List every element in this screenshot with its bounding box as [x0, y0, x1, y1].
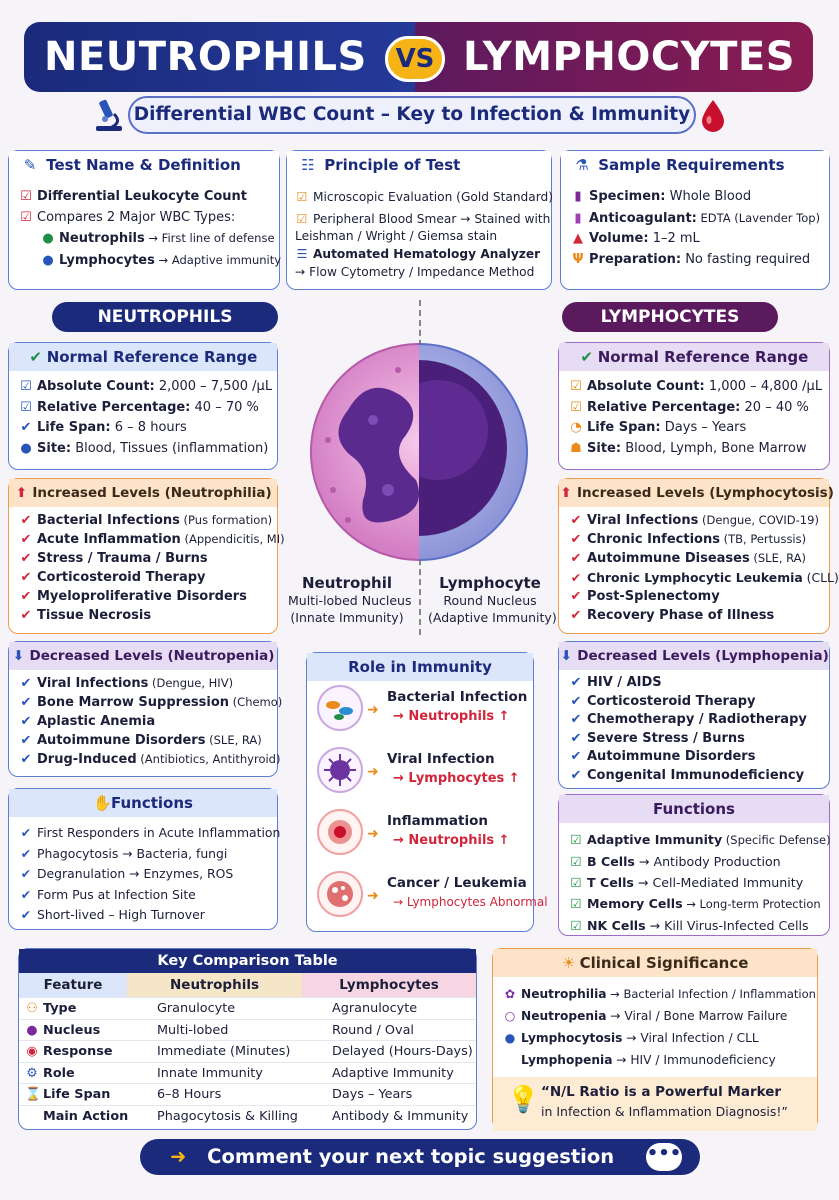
list-item: ✔ Bone Marrow Suppression (Chemo) [20, 695, 283, 710]
list-item: ☑ Relative Percentage: 40 – 70 % [20, 399, 259, 415]
neutrophil-functions-card: ✋Functions ✔ First Responders in Acute Inflammation ✔ Phagocytosis → Bacteria, fungi ✔ Degranulation → Enzymes, ROS ✔ Form Pus at Infection Site ✔ Short-lived – High Turnover [8, 788, 278, 930]
list-item: ☰ Automated Hematology Analyzer [296, 246, 541, 261]
list-item: ◔ Life Span: Days – Years [570, 420, 747, 435]
list-item: ✔ Recovery Phase of Illness [570, 608, 775, 623]
lightbulb-icon: ☀ [561, 954, 576, 972]
virus-icon [317, 747, 363, 793]
list-item: ✔ First Responders in Acute Inflammation [20, 825, 281, 840]
list-item: ● Neutrophils → First line of defense [19, 228, 269, 250]
role-item-bacterial: ➜ Bacterial Infection → Neutrophils ↑ [317, 685, 537, 735]
list-item: ☑ Differential Leukocyte Count [19, 187, 269, 208]
list-item: ● Lymphocytosis → Viral Infection / CLL [503, 1027, 809, 1049]
chat-bubble-icon: ••• [646, 1143, 682, 1171]
list-item: ✔ Severe Stress / Burns [570, 730, 745, 746]
list-item: ✔ Autoimmune Diseases (SLE, RA) [570, 551, 807, 566]
subtitle: Differential WBC Count – Key to Infection & Immunity [128, 96, 696, 134]
cancer-cell-icon [317, 871, 363, 917]
list-item: ✔ Myeloproliferative Disorders [20, 589, 247, 604]
list-item: ✔ Drug-Induced (Antibiotics, Antithyroid) [20, 752, 281, 767]
check-circle-icon: ● [42, 252, 54, 268]
checklist-icon: ☷ [301, 156, 315, 174]
cell-illustration [288, 340, 550, 565]
list-item: ✔ Tissue Necrosis [20, 608, 152, 623]
list-item: ✔ Autoimmune Disorders (SLE, RA) [20, 733, 262, 748]
list-item: ▮ Anticoagulant: EDTA (Lavender Top) [571, 208, 819, 230]
check-icon: ☑ [20, 209, 32, 225]
list-item: ✔ Viral Infections (Dengue, COVID-19) [570, 513, 819, 528]
inflammation-icon [317, 809, 363, 855]
bacteria-icon [317, 685, 363, 731]
lymphocyte-range-card: ✔ Normal Reference Range ☑ Absolute Count: 1,000 – 4,800 /µL ☑ Relative Percentage: 20 – 40 % ◔ Life Span: Days – Years ☗ Site: Blood, Lymph, Bone Marrow [558, 342, 830, 470]
list-item: ☑ NK Cells → Kill Virus-Infected Cells [570, 918, 809, 933]
list-item: → Flow Cytometry / Impedance Method [295, 264, 535, 279]
list-item: ✔ Corticosteroid Therapy [570, 693, 756, 709]
list-item: ☑ Adaptive Immunity (Specific Defense) [570, 832, 831, 847]
table-row: ◉ Response Immediate (Minutes) Delayed (Hours-Days) [19, 1040, 476, 1062]
list-item: ✔ HIV / AIDS [570, 675, 662, 690]
role-item-inflammation: ➜ Inflammation → Neutrophils ↑ [317, 809, 537, 859]
title-neutrophils: NEUTROPHILS [44, 34, 367, 80]
list-item: ☑ B Cells → Antibody Production [570, 854, 781, 869]
list-item: ✔ Post-Splenectomy [570, 589, 720, 604]
list-item: ✔ Form Pus at Infection Site [20, 886, 196, 902]
clipboard-icon: ✎ [23, 156, 37, 174]
arrow-down-icon: ⬇ [560, 648, 572, 664]
list-item: ✔ Corticosteroid Therapy [20, 570, 206, 585]
title-lymphocytes: LYMPHOCYTES [463, 34, 796, 80]
role-item-cancer: ➜ Cancer / Leukemia → Lymphocytes Abnormal [317, 871, 537, 921]
role-item-viral: ➜ Viral Infection → Lymphocytes ↑ [317, 747, 537, 797]
test-tube-icon: ▮ [574, 189, 582, 204]
lightbulb-icon: 💡 [507, 1085, 540, 1115]
list-item: ☑ Compares 2 Major WBC Types: [19, 208, 269, 229]
test-tube-rack-icon: ⚗ [575, 156, 589, 174]
list-item: ✔ Stress / Trauma / Burns [20, 551, 208, 566]
list-item: ✔ Viral Infections (Dengue, HIV) [20, 676, 234, 691]
list-item: ☑ Absolute Count: 2,000 – 7,500 /µL [20, 379, 273, 394]
comment-banner [140, 1139, 700, 1175]
lymphocytes-pill: LYMPHOCYTES [562, 302, 778, 332]
check-circle-icon: ✔ [29, 348, 42, 366]
title-banner-left [24, 22, 422, 92]
lymphocyte-label: Lymphocyte Round Nucleus (Adaptive Immunity) [428, 574, 557, 625]
list-item: ● Site: Blood, Tissues (inflammation) [20, 440, 269, 456]
vs-badge: VS [385, 36, 445, 82]
table-row: ⌛ Life Span 6–8 Hours Days – Years [19, 1083, 476, 1105]
test-name-heading: Test Name & Definition [46, 156, 241, 174]
blood-drop-icon [700, 98, 726, 134]
list-item: ✔ Aplastic Anemia [20, 714, 156, 729]
title-banner-right [415, 22, 813, 92]
lymphocyte-icon: ● [504, 1031, 516, 1045]
comparison-table [18, 948, 477, 1130]
list-item: ✔ Congenital Immunodeficiency [570, 767, 805, 783]
list-item: ✔ Chronic Infections (TB, Pertussis) [570, 532, 807, 547]
test-name-card [8, 150, 280, 290]
table-row: ⚇ Type Granulocyte Agranulocyte [19, 997, 476, 1019]
lymphocyte-functions-card: Functions ☑ Adaptive Immunity (Specific Defense) ☑ B Cells → Antibody Production ☑ T Cells → Cell-Mediated Immunity ☑ Memory Cells → Long-term Protection ☑ NK Cells → Kill Virus-Infected Cells [558, 794, 830, 936]
comparison-heading: Key Comparison Table [19, 949, 476, 973]
check-circle-icon: ● [42, 231, 54, 246]
microscope-icon [88, 96, 128, 136]
list-item: ✿ Neutrophilia → Bacterial Infection / Inflammation [503, 983, 809, 1005]
list-item: Lymphopenia → HIV / Immunodeficiency [521, 1053, 776, 1067]
list-item: ✔ Bacterial Infections (Pus formation) [20, 513, 273, 528]
comment-text: Comment your next topic suggestion [207, 1145, 615, 1168]
arrow-down-icon: ⬇ [12, 648, 25, 664]
list-item: ● Lymphocytes → Adaptive immunity [19, 250, 269, 272]
list-item: ✔ Phagocytosis → Bacteria, fungi [20, 845, 228, 861]
list-item: ✔ Autoimmune Disorders [570, 749, 756, 764]
neutropenia-card: ⬇ Decreased Levels (Neutropenia) ✔ Viral Infections (Dengue, HIV) ✔ Bone Marrow Suppression (Chemo) ✔ Aplastic Anemia ✔ Autoimmune Disorders (SLE, RA) ✔ Drug-Induced (Antibiotics, Antithyroid) [8, 641, 278, 777]
clinical-card: ☀ Clinical Significance ✿ Neutrophilia → Bacterial Infection / Inflammation ○ Neutropenia → Viral / Bone Marrow Failure ● Lymphocytosis → Viral Infection / CLL Lymphopenia → HIV / Immunodeficiency 💡 “N/L Ratio is a Powerful Marker in Infection & Inflammation Diagnosis!” [492, 948, 818, 1130]
sample-heading: Sample Requirements [598, 156, 785, 174]
role-card [306, 652, 548, 932]
list-item: ☑ Microscopic Evaluation (Gold Standard) [296, 190, 554, 204]
list-item: ✔ Chemotherapy / Radiotherapy [570, 712, 807, 727]
sample-card [560, 150, 830, 290]
arrow-right-icon: ➜ [170, 1145, 187, 1168]
arrow-up-icon: ⬆ [560, 485, 572, 501]
list-item: ☑ Absolute Count: 1,000 – 4,800 /µL [570, 379, 823, 394]
neutrophils-pill: NEUTROPHILS [52, 302, 278, 332]
list-item: ○ Neutropenia → Viral / Bone Marrow Failure [504, 1009, 788, 1023]
flask-icon: ▲ [573, 231, 583, 246]
list-item: ▮ Specimen: Whole Blood [571, 187, 819, 208]
list-item: ✔ Acute Inflammation (Appendicitis, MI) [20, 532, 285, 547]
table-row: ⚙ Role Innate Immunity Adaptive Immunity [19, 1062, 476, 1084]
test-tube-icon: ▮ [574, 210, 582, 226]
arrow-up-icon: ⬆ [15, 485, 28, 501]
fork-icon: Ψ [572, 251, 584, 267]
list-item: ☑ Peripheral Blood Smear → Stained with [296, 211, 551, 226]
table-header-row: Feature Neutrophils Lymphocytes [19, 973, 476, 997]
check-circle-icon: ✔ [580, 348, 593, 366]
list-item: ☗ Site: Blood, Lymph, Bone Marrow [570, 440, 807, 456]
check-icon: ☑ [20, 189, 32, 204]
neutrophil-icon: ✿ [504, 987, 516, 1001]
list-item: ☑ Memory Cells → Long-term Protection [570, 896, 821, 911]
principle-heading: Principle of Test [324, 156, 461, 174]
role-heading: Role in Immunity [307, 653, 533, 681]
list-item: ▲ Volume: 1–2 mL [571, 229, 819, 250]
hand-icon: ✋ [93, 794, 112, 812]
principle-card [286, 150, 552, 290]
table-row: ● Nucleus Multi-lobed Round / Oval [19, 1019, 476, 1041]
list-item: ☑ T Cells → Cell-Mediated Immunity [570, 875, 804, 890]
nl-ratio-note: 💡 “N/L Ratio is a Powerful Marker in Infection & Inflammation Diagnosis!” [493, 1077, 817, 1131]
list-item: ✔ Short-lived – High Turnover [20, 907, 205, 922]
lymphocytosis-card: ⬆ Increased Levels (Lymphocytosis) ✔ Viral Infections (Dengue, COVID-19) ✔ Chronic Infections (TB, Pertussis) ✔ Autoimmune Diseases (SLE, RA) ✔ Chronic Lymphocytic Leukemia (CLL) ✔ Post-Splenectomy ✔ Recovery Phase of Illness [558, 478, 830, 634]
list-item: Leishman / Wright / Giemsa stain [295, 228, 498, 243]
neutrophil-label: Neutrophil Multi-lobed Nucleus (Innate Immunity) [288, 574, 412, 625]
lymphopenia-card: ⬇ Decreased Levels (Lymphopenia) ✔ HIV / AIDS ✔ Corticosteroid Therapy ✔ Chemotherapy / Radiotherapy ✔ Severe Stress / Burns ✔ Autoimmune Disorders ✔ Congenital Immunodeficiency [558, 641, 830, 789]
neutrophilia-card: ⬆ Increased Levels (Neutrophilia) ✔ Bacterial Infections (Pus formation) ✔ Acute Inflammation (Appendicitis, MI) ✔ Stress / Trauma / Burns ✔ Corticosteroid Therapy ✔ Myeloproliferative Disorders ✔ Tissue Necrosis [8, 478, 278, 634]
list-item: ✔ Degranulation → Enzymes, ROS [20, 866, 234, 881]
list-item: Ψ Preparation: No fasting required [571, 250, 819, 271]
list-item: ☑ Relative Percentage: 20 – 40 % [570, 399, 809, 415]
neutrophil-range-card: ✔ Normal Reference Range ☑ Absolute Count: 2,000 – 7,500 /µL ☑ Relative Percentage: 40 – 70 % ✔ Life Span: 6 – 8 hours ● Site: Blood, Tissues (inflammation) [8, 342, 278, 470]
list-item: ✔ Life Span: 6 – 8 hours [20, 420, 187, 435]
list-item: ✔ Chronic Lymphocytic Leukemia (CLL) [570, 570, 839, 585]
table-row: Main Action Phagocytosis & Killing Antibody & Immunity [19, 1105, 476, 1127]
